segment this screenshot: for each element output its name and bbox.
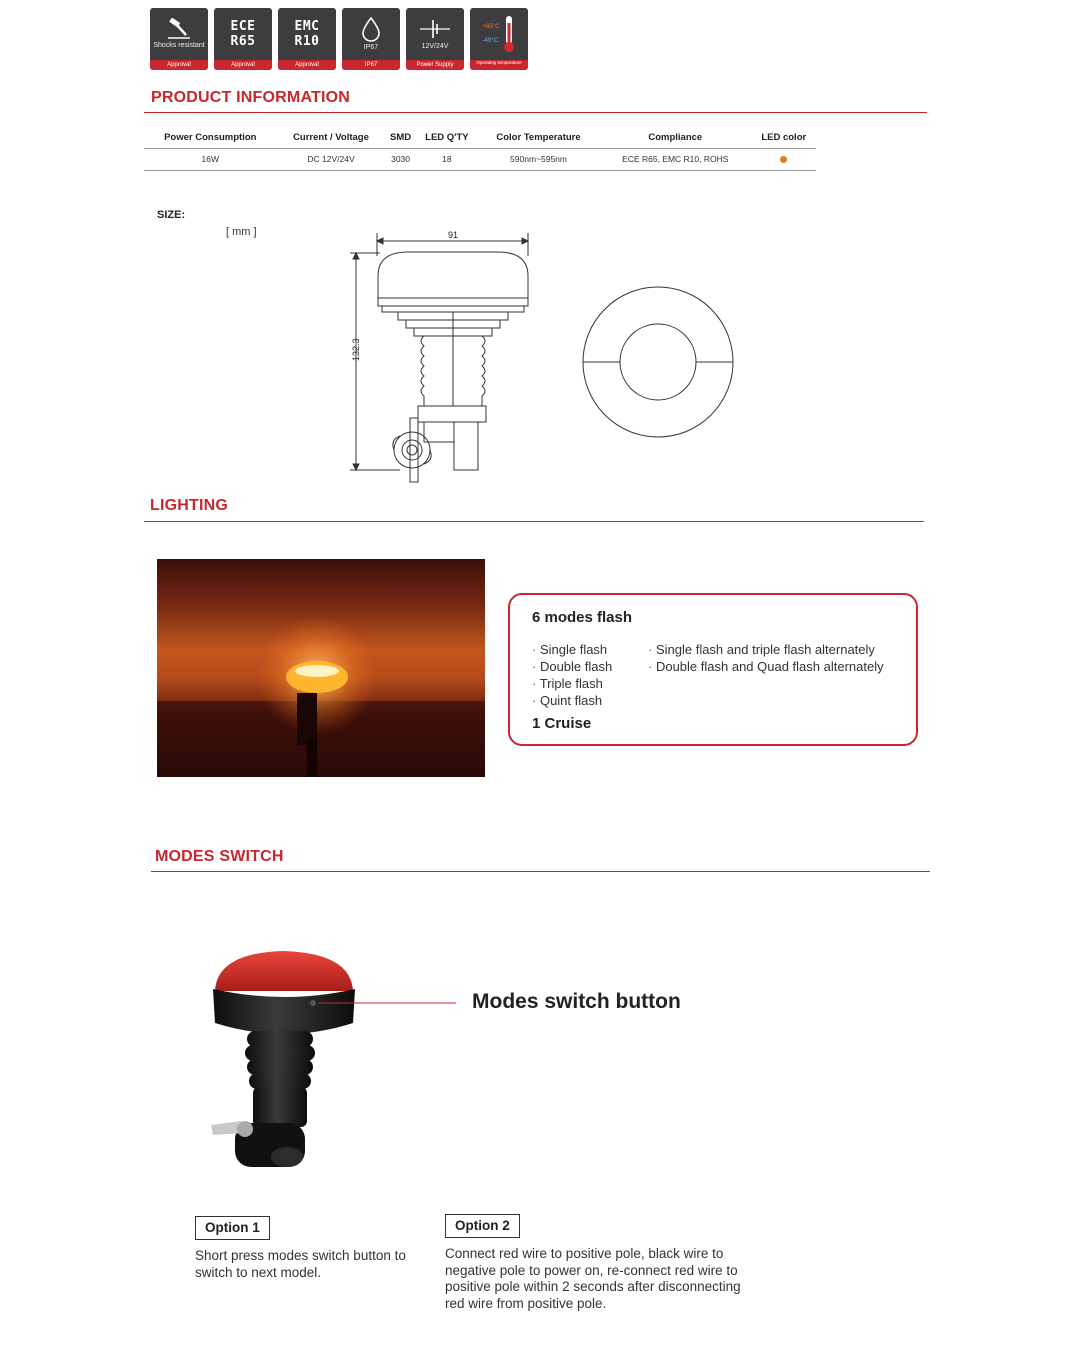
callout-line	[318, 1000, 458, 1006]
beacon-product-photo	[205, 945, 365, 1180]
modes-switch-divider	[151, 871, 930, 872]
thermometer-icon	[503, 15, 515, 53]
modes-list-right	[648, 641, 884, 675]
temp-high-text: +85°C	[482, 24, 500, 30]
badge-temp-foot: Operating temperature	[470, 60, 528, 70]
spec-header: SMD	[385, 128, 415, 148]
badge-power-foot: Power Supply	[406, 60, 464, 70]
spec-cell: ECE R65, EMC R10, ROHS	[599, 148, 752, 170]
badge-emc-text: EMC R10	[294, 19, 320, 49]
option2-text: Connect red wire to positive pole, black wire to negative pole to power on, re-connect red wire to positive pole within 2 seconds after disconnecting red wire from positive pole.	[445, 1246, 741, 1311]
certification-badges	[150, 8, 528, 70]
modes-switch-title: MODES SWITCH	[155, 848, 284, 865]
spec-cell: 16W	[144, 148, 277, 170]
water-drop-icon	[360, 16, 382, 42]
spec-cell: 590nm~595nm	[478, 148, 599, 170]
badge-ece-text: ECE R65	[230, 19, 256, 49]
spec-value-row	[144, 148, 816, 170]
spec-header: Compliance	[599, 128, 752, 148]
product-info-title: PRODUCT INFORMATION	[151, 89, 351, 106]
lighting-title: LIGHTING	[150, 497, 229, 514]
badge-ip67-text: IP67	[363, 44, 379, 51]
badge-power	[406, 8, 464, 70]
badge-ip67	[342, 8, 400, 70]
badge-emc	[278, 8, 336, 70]
width-dimension-text: 91	[448, 230, 459, 240]
spec-header: Color Temperature	[478, 128, 599, 148]
battery-icon	[418, 17, 452, 41]
badge-shock-foot: Approval	[150, 60, 208, 70]
mode-item: · Quint flash	[532, 692, 612, 709]
led-color-dot	[780, 156, 787, 163]
spec-cell: 18	[416, 148, 478, 170]
badge-shock-text: Shocks resistant	[153, 42, 205, 49]
spec-cell: 3030	[385, 148, 415, 170]
spec-header-row	[144, 128, 816, 148]
spec-header: LED Q'TY	[416, 128, 478, 148]
option1-text: Short press modes switch button to switch to next model.	[195, 1248, 406, 1280]
badge-ece-foot: Approval	[214, 60, 272, 70]
unit-label: [ mm ]	[226, 226, 257, 238]
lighting-divider	[144, 521, 924, 522]
modes-flash-box	[508, 593, 918, 746]
lighting-photo	[157, 559, 485, 777]
cruise-mode: 1 Cruise	[532, 715, 592, 732]
option2-label: Option 2	[445, 1214, 520, 1238]
badge-temperature	[470, 8, 528, 70]
mode-item: · Triple flash	[532, 675, 612, 692]
product-info-divider	[144, 112, 927, 113]
spec-header: Power Consumption	[144, 128, 277, 148]
mode-item: · Double flash and Quad flash alternately	[648, 658, 884, 675]
badge-emc-foot: Approval	[278, 60, 336, 70]
dimension-drawing	[340, 228, 760, 490]
spec-header: LED color	[752, 128, 816, 148]
spec-cell-led-color	[752, 148, 816, 170]
mode-item: · Double flash	[532, 658, 612, 675]
modes-switch-button-label: Modes switch button	[472, 990, 681, 1013]
badge-ip67-foot: IP67	[342, 60, 400, 70]
badge-power-text: 12V/24V	[421, 43, 449, 50]
badge-ece	[214, 8, 272, 70]
spec-table	[144, 128, 816, 171]
modes-list-left	[532, 641, 612, 709]
modes-flash-title: 6 modes flash	[532, 609, 633, 626]
size-label: SIZE:	[157, 209, 186, 221]
height-dimension-text: 132.3	[351, 338, 361, 361]
badge-shock	[150, 8, 208, 70]
spec-header: Current / Voltage	[277, 128, 386, 148]
mode-item: · Single flash	[532, 641, 612, 658]
option1-label: Option 1	[195, 1216, 270, 1240]
spec-cell: DC 12V/24V	[277, 148, 386, 170]
mode-item: · Single flash and triple flash alternately	[648, 641, 884, 658]
temp-low-text: -40°C	[482, 38, 498, 44]
hammer-icon	[166, 18, 192, 40]
